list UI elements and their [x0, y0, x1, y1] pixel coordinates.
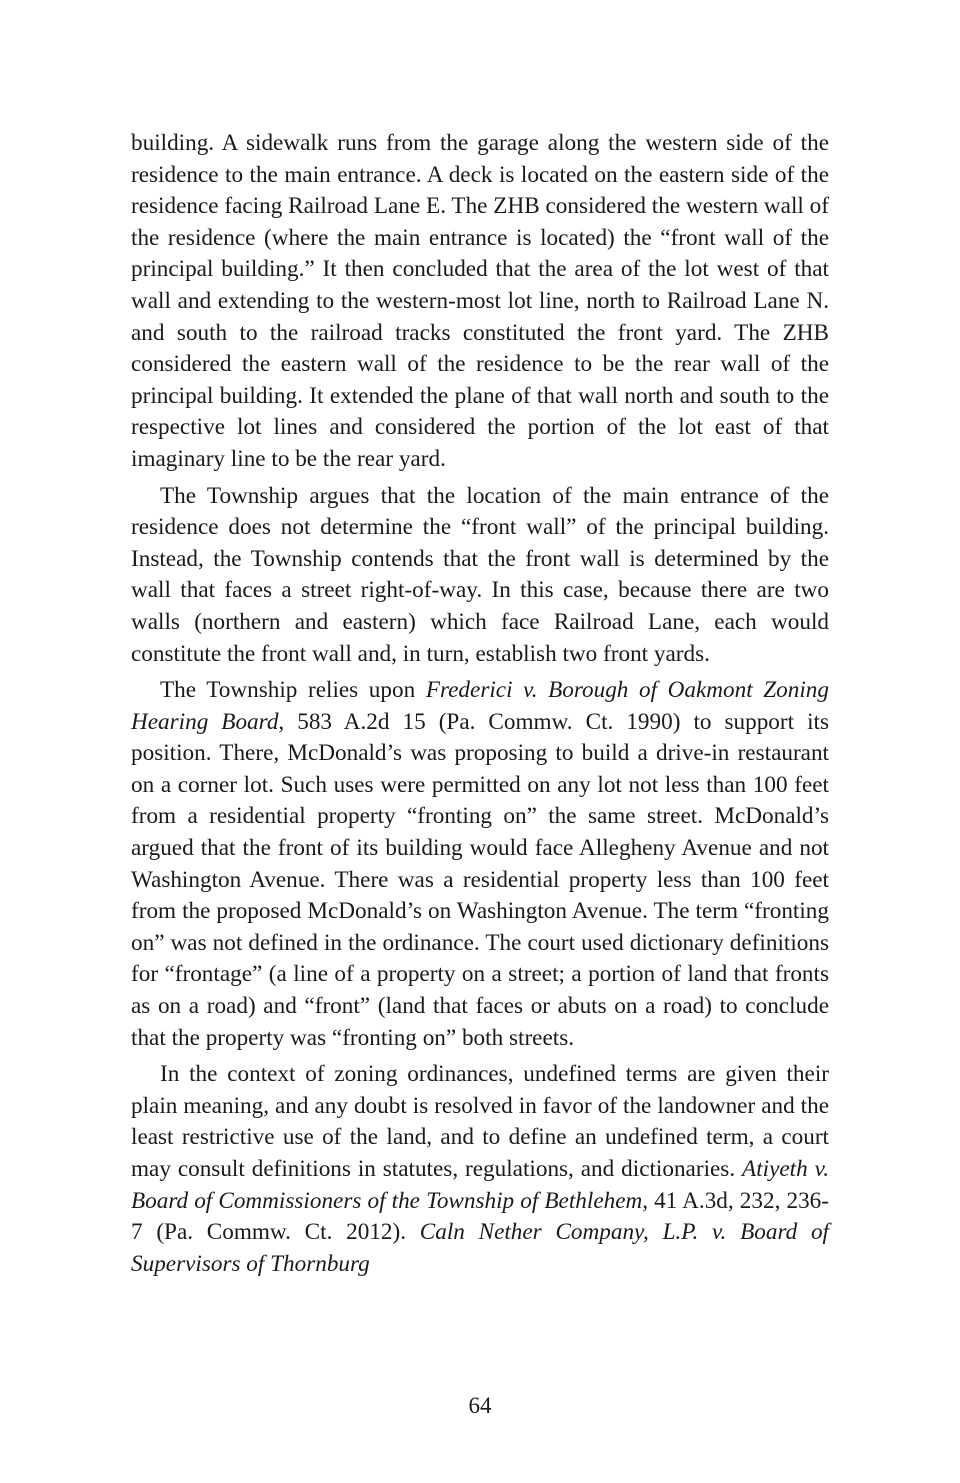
page-number: 64 [468, 1393, 492, 1418]
page-body [131, 128, 829, 1285]
paragraph-1 [131, 128, 829, 476]
text-segment: In the context of zoning ordinances, undefined terms are given their plain meaning, and any doubt is resolved in favor of the landowner and the least restrictive use of the land, and to define an undefined term, a court may consult definitions in statutes, regulations, and dictionaries. [131, 1061, 829, 1182]
paragraph-2 [131, 481, 829, 671]
text-segment: , 583 A.2d 15 (Pa. Commw. Ct. 1990) to support its position. There, McDonald’s was proposing to build a drive-in restaurant on a corner lot. Such uses were permitted on any lot not less than 100 feet from a residential property “fronting on” the same street. McDonald’s argued that the front of its building would face Allegheny Avenue and not Washington Avenue. There was a residential property less than 100 feet from the proposed McDonald’s on Washington Avenue. The term “fronting on” was not defined in the ordinance. The court used dictionary definitions for “frontage” (a line of a property on a street; a portion of land that fronts as on a road) and “front” (land that faces or abuts on a road) to conclude that the property was “fronting on” both streets. [131, 708, 829, 1051]
case-citation: Caln Nether Company, L.P. v. Board of Supervisors of Thornburg [131, 1219, 829, 1277]
text-segment: The Township argues that the location of the main entrance of the residence does not determine the “front wall” of the principal building. Instead, the Township contends that the front wall is determined by the wall that faces a street right-of-way. In this case, because there are two walls (northern and eastern) which face Railroad Lane, each would constitute the front wall and, in turn, establish two front yards. [131, 482, 829, 667]
text-segment: building. A sidewalk runs from the garage along the western side of the residence to the main entrance. A deck is located on the eastern side of the residence facing Railroad Lane E. The ZHB considered the western wall of the residence (where the main entrance is located) the “front wall of the principal building.” It then concluded that the area of the lot west of that wall and extending to the western-most lot line, north to Railroad Lane N. and south to the railroad tracks constituted the front yard. The ZHB considered the eastern wall of the residence to be the rear wall of the principal building. It extended the plane of that wall north and south to the respective lot lines and considered the portion of the lot east of that imaginary line to be the rear yard. [131, 130, 829, 472]
paragraph-3 [131, 675, 829, 1054]
text-segment: The Township relies upon [160, 677, 426, 704]
case-citation: Atiyeth v. Board of Commissioners of the Township of Bethlehem [131, 1156, 829, 1214]
text-segment: , 41 A.3d, 232, 236-7 (Pa. Commw. Ct. 2012). [131, 1187, 829, 1246]
paragraph-4 [131, 1059, 829, 1280]
case-citation: Frederici v. Borough of Oakmont Zoning Hearing Board [131, 677, 829, 735]
